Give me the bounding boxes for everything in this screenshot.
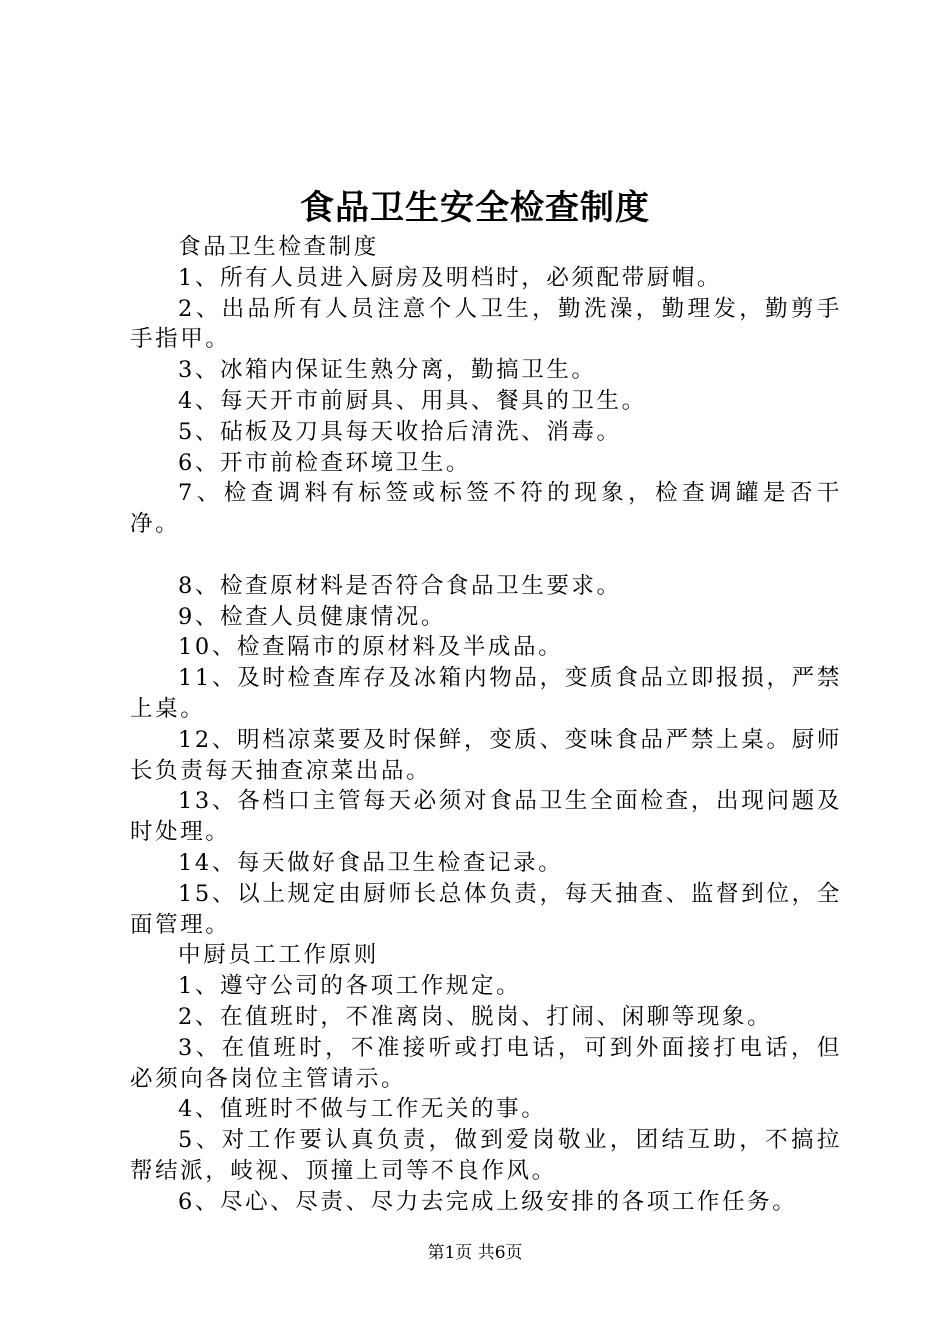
- paragraph: 1、遵守公司的各项工作规定。: [178, 973, 522, 1000]
- document-title: 食品卫生安全检查制度: [300, 188, 650, 228]
- paragraph: 6、尽心、尽责、尽力去完成上级安排的各项工作任务。: [178, 1188, 798, 1215]
- paragraph: 14、每天做好食品卫生检查记录。: [178, 849, 564, 876]
- blank-line: [130, 540, 842, 571]
- paragraph: 4、值班时不做与工作无关的事。: [178, 1096, 547, 1123]
- paragraph: 2、在值班时，不准离岗、脱岗、打闹、闲聊等现象。: [178, 1003, 773, 1030]
- paragraph: 9、检查人员健康情况。: [178, 603, 446, 630]
- paragraph: 4、每天开市前厨具、用具、餐具的卫生。: [178, 387, 647, 414]
- paragraph: 5、对工作要认真负责，做到爱岗敬业，团结互助，不搞拉帮结派，岐视、顶撞上司等不良作风。: [130, 1127, 842, 1184]
- paragraph: 7、检查调料有标签或标签不符的现象，检查调罐是否干净。: [130, 480, 842, 538]
- paragraph: 3、在值班时，不准接听或打电话，可到外面接打电话，但必须向各岗位主管请示。: [130, 1034, 842, 1092]
- paragraph: 13、各档口主管每天必须对食品卫生全面检查，出现问题及时处理。: [130, 788, 842, 846]
- paragraph: 12、明档凉菜要及时保鲜，变质、变味食品严禁上桌。厨师长负责每天抽查凉菜出品。: [130, 726, 842, 784]
- paragraph: 8、检查原材料是否符合食品卫生要求。: [178, 572, 622, 599]
- paragraph: 5、砧板及刀具每天收拾后清洗、消毒。: [178, 418, 622, 445]
- document-body: [130, 232, 842, 1218]
- paragraph: 6、开市前检查环境卫生。: [178, 449, 472, 476]
- section-heading: 食品卫生检查制度: [178, 234, 379, 260]
- paragraph: 11、及时检查库存及冰箱内物品，变质食品立即报损，严禁上桌。: [130, 665, 842, 722]
- paragraph: 2、出品所有人员注意个人卫生，勤洗澡，勤理发，勤剪手手指甲。: [130, 295, 842, 353]
- paragraph: 15、以上规定由厨师长总体负责，每天抽查、监督到位，全面管理。: [130, 880, 842, 938]
- section-heading: 中厨员工工作原则: [178, 942, 379, 969]
- paragraph: 1、所有人员进入厨房及明档时，必须配带厨帽。: [178, 264, 723, 291]
- page-footer: 第1页 共6页: [427, 1243, 523, 1263]
- paragraph: 3、冰箱内保证生熟分离，勤搞卫生。: [178, 357, 597, 384]
- paragraph: 10、检查隔市的原材料及半成品。: [178, 634, 564, 661]
